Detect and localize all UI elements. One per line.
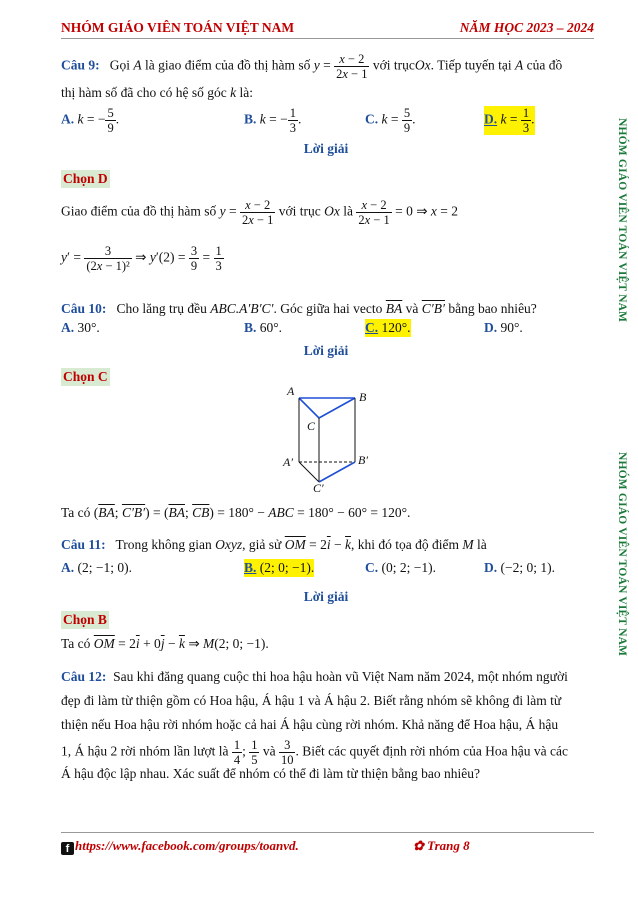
q9-option-c[interactable]: C. k = $\frac{5}{9}$ . xyxy=(365,106,416,135)
q11-option-b[interactable]: B. (2; 0; −1). xyxy=(244,560,315,575)
q12-stem-line3: thiện nếu Hoa hậu rời nhóm hoặc cả hai Á hậu cùng rời nhóm. Khả năng để Hoa hậu, Á hậu xyxy=(61,717,559,732)
q10-option-b[interactable]: B. 60°. xyxy=(244,320,283,335)
q9-answer: Chọn D xyxy=(63,171,108,186)
side-watermark-top: NHÓM GIÁO VIÊN TOÁN VIỆT NAM xyxy=(616,118,628,323)
q9-option-b[interactable]: B. k = − $\frac{1}{3}$ . xyxy=(244,106,302,135)
header-divider xyxy=(61,38,594,39)
q9-stem-line2: thị hàm số đã cho có hệ số góc k là: xyxy=(61,85,253,100)
footer-link[interactable]: f https://www.facebook.com/groups/toanvd. xyxy=(61,838,299,855)
q10-solution-heading: Lời giải xyxy=(303,343,349,358)
page-header xyxy=(61,20,594,38)
q9-stem: Câu 9: Gọi A là giao điểm của đồ thị hàm số y = $\frac{x - 2}{2x - 1}$ với trụcOx. Tiếp tuyến tại A của đồ xyxy=(61,52,563,81)
q9-solution-line2: y′ = $\frac{3}{\text{(2x − 1)²}}$ ⇒ y′(2) = $\frac{3}{9}$ = $\frac{1}{3}$ xyxy=(61,244,222,273)
q12-stem-line5: Á hậu độc lập nhau. Xác suất để nhóm có thể đi làm từ thiện bằng bao nhiêu? xyxy=(61,766,480,781)
q11-answer: Chọn B xyxy=(63,612,107,627)
q9-label: Câu 9: xyxy=(61,57,100,73)
q11-stem: Câu 11: Trong không gian Oxyz, giả sử $\overline{OM} = 2\overline{i} - \overline{k}$, khi đó tọa độ điểm M là xyxy=(61,537,487,552)
flower-icon: ✿ xyxy=(413,838,424,853)
q10-option-a[interactable]: A. 30°. xyxy=(61,320,100,335)
fig-label-c: C xyxy=(307,419,316,433)
q10-stem: Câu 10: Cho lăng trụ đều ABC.A′B′C′. Góc giữa hai vecto $\overline{BA}$ và C′B′ bằng bao nhiêu? xyxy=(61,301,537,316)
header-title: NHÓM GIÁO VIÊN TOÁN VIỆT NAM xyxy=(61,20,295,35)
q9-option-d[interactable]: D. k = $\frac{1}{3}$ . xyxy=(484,106,535,135)
q11-solution-line: Ta có $\overline{OM} = 2\overline{i} + 0\overline{j} - \overline{k}$ ⇒ M(2; 0; −1). xyxy=(61,636,269,651)
q11-option-c[interactable]: C. (0; 2; −1). xyxy=(365,560,436,575)
header-year: NĂM HỌC 2023 – 2024 xyxy=(459,20,594,35)
fig-label-a1: A′ xyxy=(283,455,293,469)
facebook-icon: f xyxy=(61,842,74,855)
q9-options xyxy=(61,102,591,134)
footer-page-number: ✿ Trang 8 xyxy=(413,838,470,853)
q10-answer: Chọn C xyxy=(63,369,108,384)
fig-label-c1: C′ xyxy=(313,481,324,495)
q12-stem-line2: đẹp đi làm từ thiện gồm có Hoa hậu, Á hậu 1 và Á hậu 2. Biết rằng nhóm sẽ không đi làm từ xyxy=(61,693,562,708)
fig-label-b: B xyxy=(359,390,367,404)
q9-solution-heading: Lời giải xyxy=(303,141,349,156)
q12-stem-line1: Câu 12: Sau khi đăng quang cuộc thi hoa hậu hoàn vũ Việt Nam năm 2024, một nhóm người xyxy=(61,669,568,684)
q11-option-a[interactable]: A. (2; −1; 0). xyxy=(61,560,132,575)
q11-option-d[interactable]: D. (−2; 0; 1). xyxy=(484,560,555,575)
fig-label-b1: B′ xyxy=(358,453,368,467)
fig-label-a: A xyxy=(287,384,295,398)
q12-stem-line4: 1, Á hậu 2 rời nhóm lần lượt là $\frac{1}{4}$ ; $\frac{1}{5}$ và $\frac{3}{10}$ . Biết các quyết định rời nhóm của Hoa hậu và các xyxy=(61,738,569,767)
q9-solution-line1: Giao điểm của đồ thị hàm số y = $\frac{x - 2}{2x - 1}$ với trục Ox là $\frac{x - 2}{2x - 1}$ = 0 ⇒ x = 2 xyxy=(61,198,459,227)
q9-option-a[interactable]: A. k = − $\frac{5}{9}$ . xyxy=(61,106,120,135)
q10-option-c[interactable]: C. 120°. xyxy=(365,320,411,335)
side-watermark-bottom: NHÓM GIÁO VIÊN TOÁN VIỆT NAM xyxy=(616,452,628,657)
q10-solution-line: Ta có ($\overline{BA}$; $C'B') = (\overline{BA}$; $\overline{CB}) = 180^\circ$ − ABC = 180° − 60° = 120°. xyxy=(61,505,411,520)
q10-option-d[interactable]: D. 90°. xyxy=(484,320,523,335)
q11-solution-heading: Lời giải xyxy=(303,589,349,604)
footer-divider xyxy=(61,832,594,833)
